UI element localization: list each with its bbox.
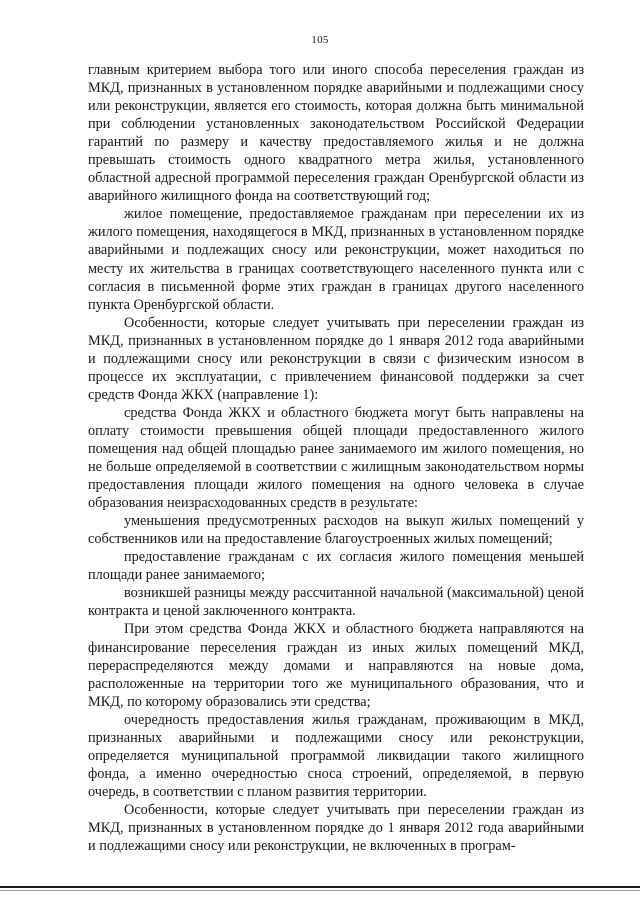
page-bottom-rule: [0, 886, 640, 888]
paragraph-living-premises: жилое помещение, предоставляемое гражданам при переселении их из жилого помещения, находящегося в МКД, признанных в установленном порядке аварийными и подлежащих сносу или реконструкции, может находиться по месту их жительства в границах соответствующего населенного пункта или с согласия в письменной форме этих граждан в границах другого населенного пункта Оренбургской области.: [88, 206, 584, 313]
page-number: 105: [311, 34, 329, 46]
page-bottom-rule-shadow: [0, 890, 640, 891]
paragraph-main-criterion: главным критерием выбора того или иного способа переселения граждан из МКД, признанных в установленном порядке аварийными и подлежащими сносу или реконструкции, является его стоимость, которая должна быть минимальной при соблюдении установленных законодательством Российской Федерации гарантий по размеру и качеству предоставляемого жилья и не должна превышать стоимость одного квадратного метра жилья, установленного областной адресной программой переселения граждан Оренбургской области из аварийного жилищного фонда на соответствующий год;: [88, 62, 584, 205]
paragraph-features-not-included: Особенности, которые следует учитывать при переселении граждан из МКД, признанных в установленном порядке до 1 января 2012 года аварийными и подлежащими сносу или реконструкции, не включенных в програм-: [88, 801, 584, 855]
paragraph-contract-difference: возникшей разницы между рассчитанной начальной (максимальной) ценой контракта и ценой заключенного контракта.: [88, 585, 584, 620]
paragraph-smaller-area: предоставление гражданам с их согласия жилого помещения меньшей площади ранее занимаемого;: [88, 549, 584, 584]
document-body: [88, 61, 584, 855]
paragraph-reduced-expenses: уменьшения предусмотренных расходов на выкуп жилых помещений у собственников или на предоставление благоустроенных жилых помещений;: [88, 513, 584, 548]
paragraph-housing-priority: очередность предоставления жилья гражданам, проживающим в МКД, признанных аварийными и подлежащими сносу или реконструкции, определяется муниципальной программой ликвидации такого жилищного фонда, а именно очередностью сноса строений, определяемой, в первую очередь, в соответствии с планом развития территории.: [88, 711, 584, 800]
paragraph-fund-resources: средства Фонда ЖКХ и областного бюджета могут быть направлены на оплату стоимости превышения общей площади предоставленного жилого помещения над общей площадью ранее занимаемого им жилого помещения, но не больше определяемой в соответствии с жилищным законодательством нормы предоставления площади жилого помещения на одного человека в случае образования неизрасходованных средств в результате:: [88, 404, 584, 512]
paragraph-funds-redistribution: При этом средства Фонда ЖКХ и областного бюджета направляются на финансирование переселения граждан из иных жилых помещений МКД, перераспределяются между домами и направляются на новые дома, расположенные на территории того же муниципального образования, что и МКД, по которому образовались эти средства;: [88, 621, 584, 710]
paragraph-features-direction-1: Особенности, которые следует учитывать при переселении граждан из МКД, признанных в установленном порядке до 1 января 2012 года аварийными и подлежащими сносу или реконструкции в связи с физическим износом в процессе их эксплуатации, с привлечением финансовой поддержки за счет средств Фонда ЖКХ (направление 1):: [88, 314, 584, 403]
